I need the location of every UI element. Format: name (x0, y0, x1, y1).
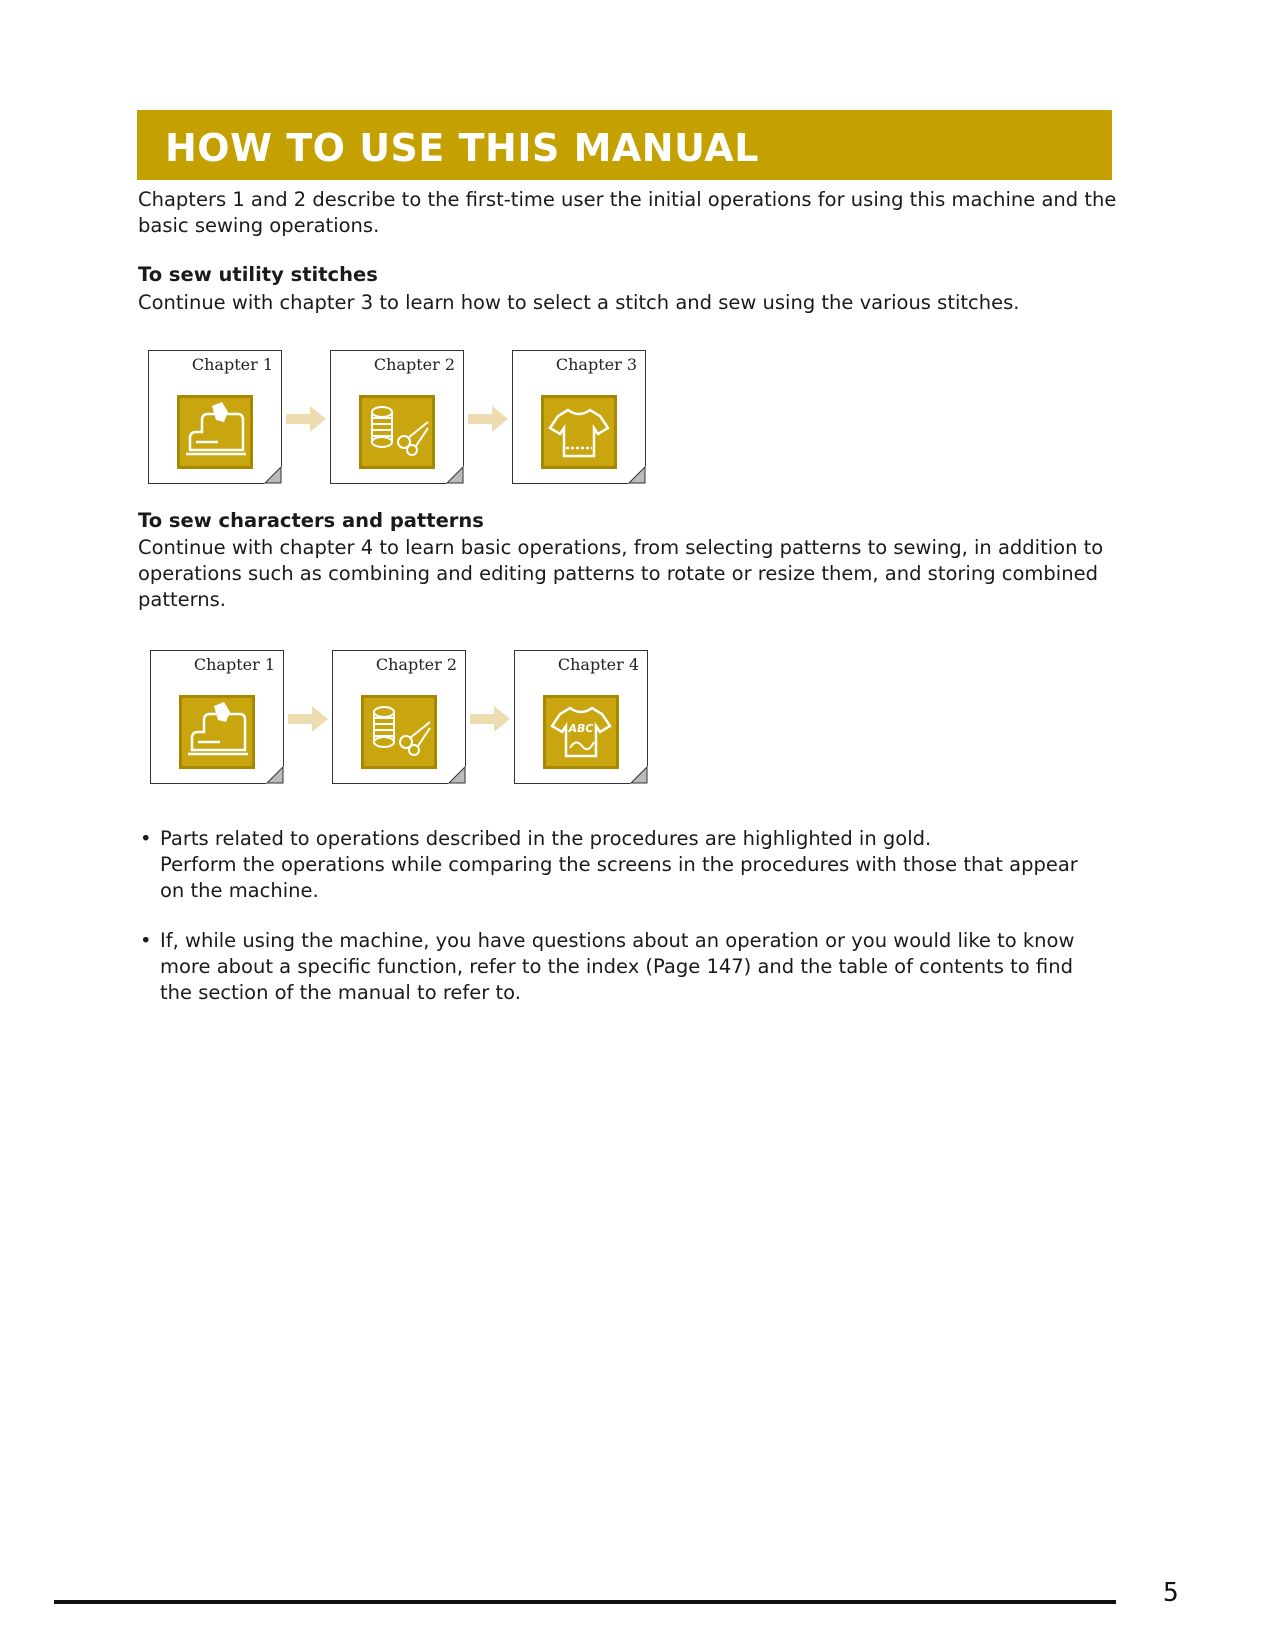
chapter-label: Chapter 4 (557, 655, 639, 674)
page-fold-icon (447, 765, 467, 785)
chapter-card-3 (512, 350, 646, 484)
page-number: 5 (1163, 1578, 1179, 1608)
thread-scissors-icon (361, 695, 437, 769)
section-heading-utility: To sew utility stitches (138, 263, 378, 286)
section-body-characters: Continue with chapter 4 to learn basic operations, from selecting patterns to sewing, in addition to operations such as combining and editing patterns to rotate or resize them, and storing combined patterns. (138, 536, 1104, 611)
page-fold-icon (263, 465, 283, 485)
chapter-card-2 (332, 650, 466, 784)
bullet-text: Perform the operations while comparing the screens in the procedures with those that appear on the machine. (160, 853, 1078, 902)
bullet-marker: • (140, 827, 152, 850)
chapter-flow-characters (148, 650, 668, 788)
chapter-label: Chapter 3 (555, 355, 637, 374)
chapter-label: Chapter 1 (193, 655, 275, 674)
list-item (138, 826, 1108, 904)
arrow-right-icon (288, 706, 328, 732)
bullet-text: Parts related to operations described in the procedures are highlighted in gold. (160, 827, 932, 850)
page-fold-icon (265, 765, 285, 785)
chapter-card-1 (148, 350, 282, 484)
chapter-label: Chapter 2 (375, 655, 457, 674)
sewing-machine-icon (177, 395, 253, 469)
page-fold-icon (627, 465, 647, 485)
section-heading-characters: To sew characters and patterns (138, 509, 484, 532)
chapter-card-2 (330, 350, 464, 484)
section-body-utility: Continue with chapter 3 to learn how to select a stitch and sew using the various stitches. (138, 291, 1020, 314)
shirt-icon (541, 395, 617, 469)
thread-scissors-icon (359, 395, 435, 469)
footer-rule (54, 1600, 1116, 1604)
shirt-lettering-icon (543, 695, 619, 769)
intro-paragraph: Chapters 1 and 2 describe to the first-time user the initial operations for using this machine and the basic sewing operations. (138, 188, 1117, 237)
chapter-label: Chapter 2 (373, 355, 455, 374)
list-item (138, 928, 1108, 1006)
title-banner (137, 110, 1112, 180)
bullet-list (138, 826, 1108, 1006)
arrow-right-icon (286, 406, 326, 432)
chapter-card-1 (150, 650, 284, 784)
sewing-machine-icon (179, 695, 255, 769)
chapter-card-4 (514, 650, 648, 784)
chapter-flow-utility (148, 350, 668, 488)
arrow-right-icon (468, 406, 508, 432)
page-fold-icon (629, 765, 649, 785)
chapter-label: Chapter 1 (191, 355, 273, 374)
bullet-marker: • (140, 929, 152, 952)
shirt-lettering: ABC (568, 722, 594, 735)
bullet-text: If, while using the machine, you have questions about an operation or you would like to know more about a specific function, refer to the index (Page 147) and the table of contents to find the section of the manual to refer to. (160, 929, 1075, 1004)
page-title: HOW TO USE THIS MANUAL (165, 126, 759, 170)
page-fold-icon (445, 465, 465, 485)
arrow-right-icon (470, 706, 510, 732)
